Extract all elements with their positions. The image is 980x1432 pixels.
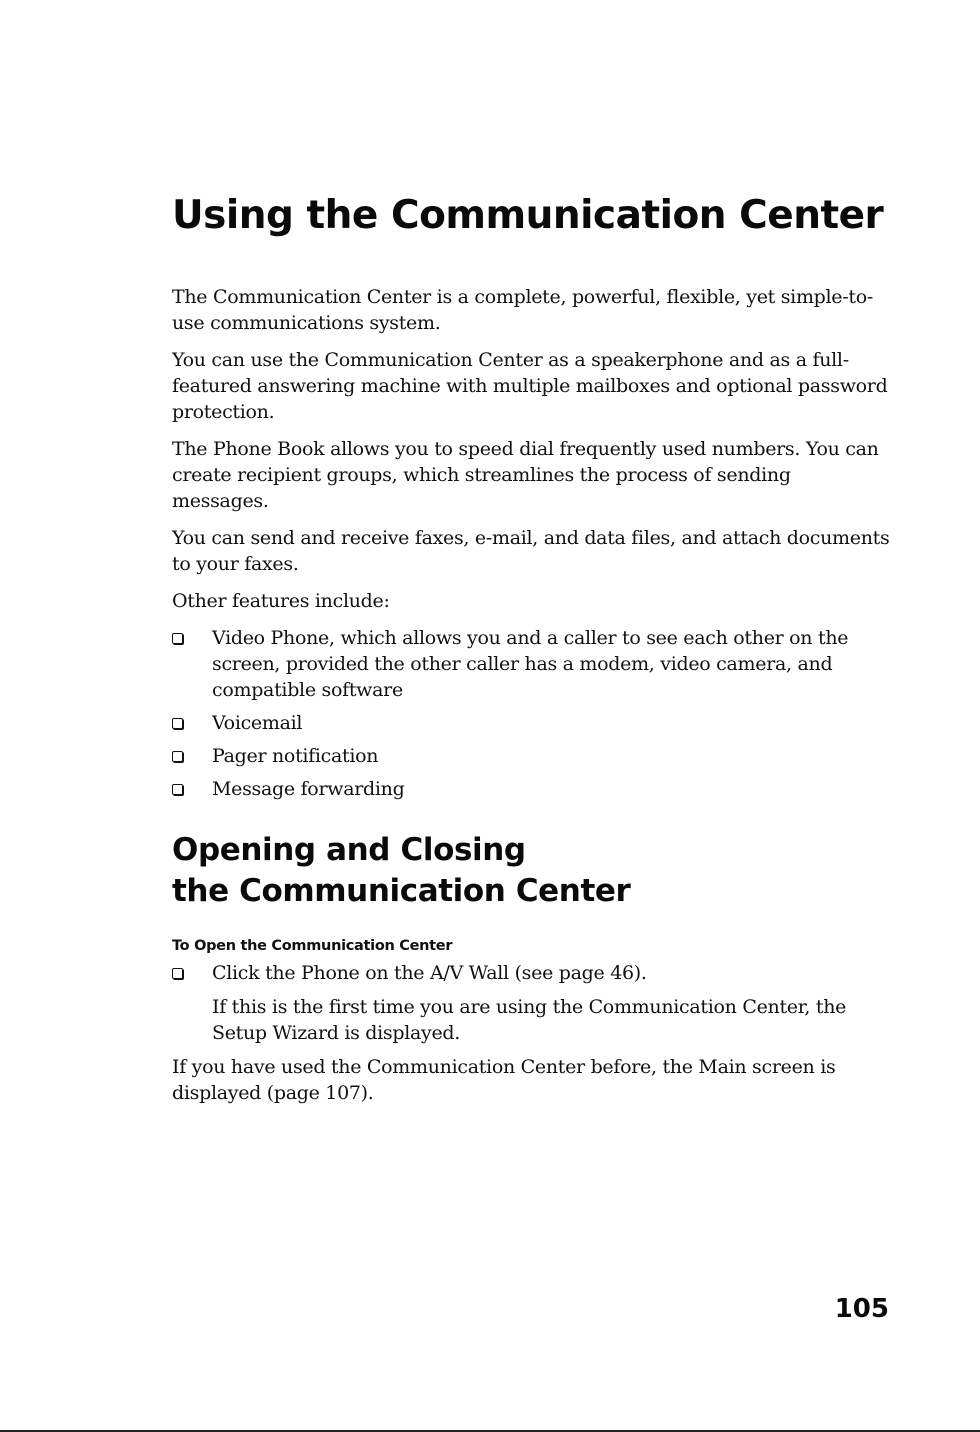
section-heading-line-2: the Communication Center [172, 873, 631, 909]
checkbox-bullet-icon [172, 751, 183, 762]
checkbox-bullet-icon [172, 784, 183, 795]
step-text: Click the Phone on the A/V Wall (see page 46). [212, 962, 647, 984]
section-heading [172, 830, 892, 912]
intro-paragraph-4: You can send and receive faxes, e-mail, and data files, and attach documents to your faxes. [172, 527, 890, 575]
feature-text: Voicemail [212, 712, 303, 734]
list-item [172, 960, 892, 986]
checkbox-bullet-icon [172, 968, 183, 979]
features-lead-in: Other features include: [172, 590, 390, 612]
intro-paragraph-1: The Communication Center is a complete, powerful, flexible, yet simple-to-use communications system. [172, 286, 873, 334]
feature-list [172, 625, 892, 802]
list-item [172, 776, 892, 802]
step-note: If this is the first time you are using the Communication Center, the Setup Wizard is displayed. [212, 996, 847, 1044]
list-item [172, 743, 892, 769]
section-heading-line-1: Opening and Closing [172, 832, 526, 868]
feature-text: Video Phone, which allows you and a caller to see each other on the screen, provided the other caller has a modem, video camera, and compatible software [212, 627, 849, 701]
procedure-heading: To Open the Communication Center [172, 938, 453, 954]
closing-paragraph: If you have used the Communication Center before, the Main screen is displayed (page 107). [172, 1056, 836, 1104]
list-item [172, 710, 892, 736]
page-title: Using the Communication Center [172, 193, 884, 238]
checkbox-bullet-icon [172, 633, 183, 644]
page-content [172, 188, 892, 1117]
procedure-steps [172, 960, 892, 986]
checkbox-bullet-icon [172, 718, 183, 729]
feature-text: Message forwarding [212, 778, 405, 800]
intro-paragraph-3: The Phone Book allows you to speed dial frequently used numbers. You can create recipient groups, which streamlines the process of sending messages. [172, 438, 879, 512]
list-item [172, 625, 892, 703]
intro-section [172, 284, 892, 802]
intro-paragraph-2: You can use the Communication Center as a speakerphone and as a full-featured answering machine with multiple mailboxes and optional password protection. [172, 349, 888, 423]
feature-text: Pager notification [212, 745, 379, 767]
page-number: 105 [834, 1294, 889, 1324]
